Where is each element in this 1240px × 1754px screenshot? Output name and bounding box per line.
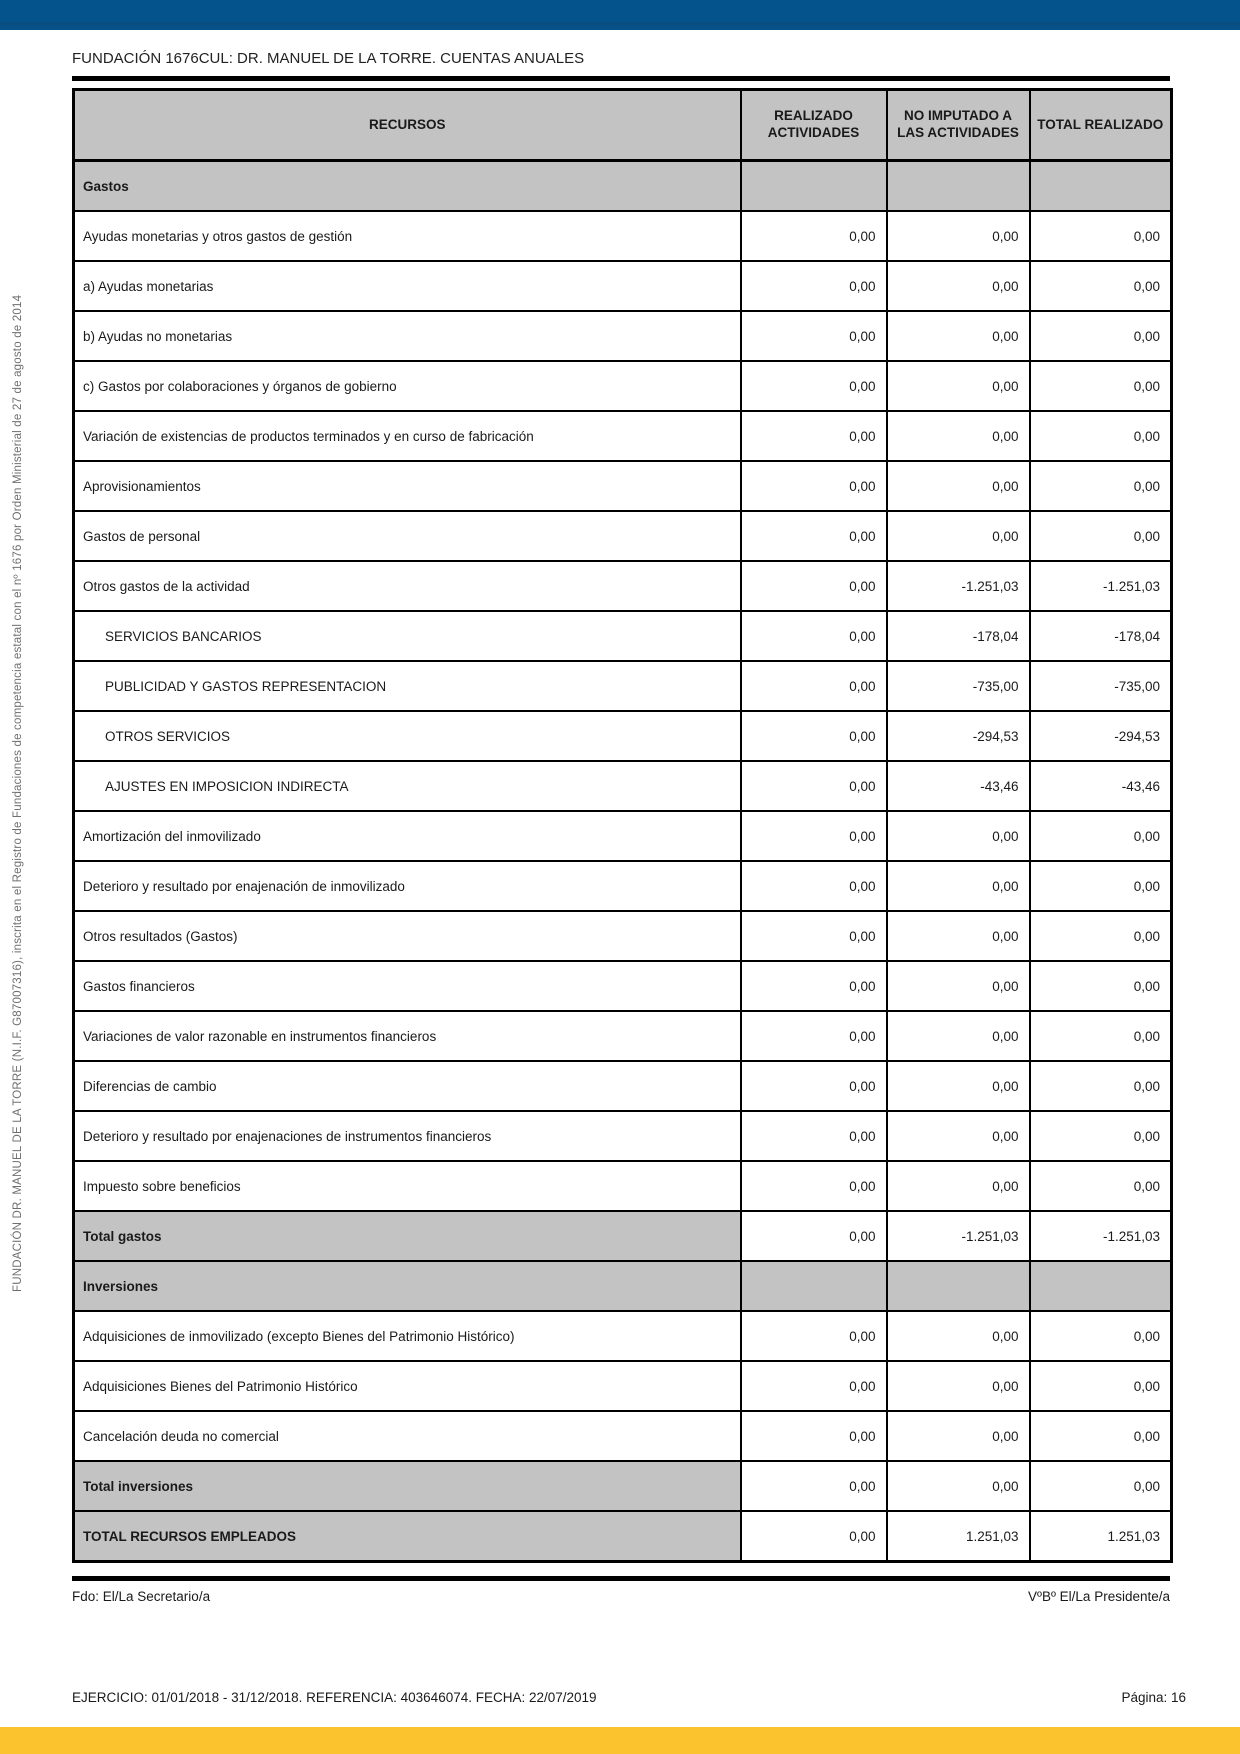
row-value-no-imputado: 0,00 [887, 811, 1030, 861]
row-label: Total inversiones [74, 1461, 741, 1511]
table-row [74, 411, 1172, 461]
row-value-realizado: 0,00 [741, 1211, 887, 1261]
row-value-no-imputado: -294,53 [887, 711, 1030, 761]
table-row [74, 1361, 1172, 1411]
footer-row [72, 1690, 1186, 1705]
table-row [74, 161, 1172, 212]
row-value-total: -1.251,03 [1030, 561, 1172, 611]
column-header-total-realizado: TOTAL REALIZADO [1030, 90, 1172, 161]
row-label: Deterioro y resultado por enajenación de inmovilizado [74, 861, 741, 911]
row-label: Variaciones de valor razonable en instrumentos financieros [74, 1011, 741, 1061]
row-value-total: -43,46 [1030, 761, 1172, 811]
row-value-realizado: 0,00 [741, 861, 887, 911]
row-label: AJUSTES EN IMPOSICION INDIRECTA [74, 761, 741, 811]
table-row [74, 511, 1172, 561]
row-value-realizado: 0,00 [741, 461, 887, 511]
row-value-no-imputado [887, 1261, 1030, 1311]
table-row [74, 561, 1172, 611]
row-value-no-imputado: 0,00 [887, 1011, 1030, 1061]
table-row [74, 311, 1172, 361]
table-row [74, 961, 1172, 1011]
row-value-total: -178,04 [1030, 611, 1172, 661]
row-value-no-imputado: 0,00 [887, 1061, 1030, 1111]
row-value-total: 0,00 [1030, 1061, 1172, 1111]
row-value-total [1030, 1261, 1172, 1311]
row-value-realizado: 0,00 [741, 711, 887, 761]
row-value-total: -294,53 [1030, 711, 1172, 761]
row-label: b) Ayudas no monetarias [74, 311, 741, 361]
column-header-no-imputado: NO IMPUTADO A LAS ACTIVIDADES [887, 90, 1030, 161]
row-value-total: 0,00 [1030, 961, 1172, 1011]
row-label: Impuesto sobre beneficios [74, 1161, 741, 1211]
column-header-realizado-actividades: REALIZADO ACTIVIDADES [741, 90, 887, 161]
row-label: Amortización del inmovilizado [74, 811, 741, 861]
table-row [74, 1261, 1172, 1311]
row-value-no-imputado: 0,00 [887, 1111, 1030, 1161]
row-value-realizado: 0,00 [741, 261, 887, 311]
row-value-no-imputado: -178,04 [887, 611, 1030, 661]
row-value-no-imputado: 0,00 [887, 1461, 1030, 1511]
row-label: PUBLICIDAD Y GASTOS REPRESENTACION [74, 661, 741, 711]
row-value-realizado: 0,00 [741, 761, 887, 811]
row-label: Adquisiciones Bienes del Patrimonio Histórico [74, 1361, 741, 1411]
row-value-no-imputado: -1.251,03 [887, 1211, 1030, 1261]
row-value-realizado: 0,00 [741, 1011, 887, 1061]
row-value-realizado [741, 1261, 887, 1311]
row-label: Diferencias de cambio [74, 1061, 741, 1111]
row-value-realizado: 0,00 [741, 1511, 887, 1562]
row-label: Total gastos [74, 1211, 741, 1261]
column-header-recursos: RECURSOS [74, 90, 741, 161]
row-value-total: 0,00 [1030, 511, 1172, 561]
row-label: Otros gastos de la actividad [74, 561, 741, 611]
footer-exercise-reference: EJERCICIO: 01/01/2018 - 31/12/2018. REFERENCIA: 403646074. FECHA: 22/07/2019 [72, 1690, 597, 1705]
row-label: Aprovisionamientos [74, 461, 741, 511]
row-value-realizado: 0,00 [741, 561, 887, 611]
row-value-total: 0,00 [1030, 1111, 1172, 1161]
row-value-realizado: 0,00 [741, 311, 887, 361]
row-value-no-imputado: 0,00 [887, 261, 1030, 311]
row-value-no-imputado: 0,00 [887, 361, 1030, 411]
row-value-no-imputado: 0,00 [887, 211, 1030, 261]
document-page [72, 30, 1170, 1563]
bottom-yellow-bar [0, 1727, 1240, 1754]
row-value-realizado: 0,00 [741, 1161, 887, 1211]
row-value-no-imputado: -43,46 [887, 761, 1030, 811]
row-value-no-imputado: 0,00 [887, 1411, 1030, 1461]
table-row [74, 211, 1172, 261]
table-row [74, 1211, 1172, 1261]
row-value-total: 0,00 [1030, 211, 1172, 261]
row-label: Adquisiciones de inmovilizado (excepto Bienes del Patrimonio Histórico) [74, 1311, 741, 1361]
row-label: Gastos financieros [74, 961, 741, 1011]
row-value-no-imputado: 0,00 [887, 311, 1030, 361]
page-title: FUNDACIÓN 1676CUL: DR. MANUEL DE LA TORRE. CUENTAS ANUALES [72, 50, 585, 67]
row-value-no-imputado: -1.251,03 [887, 561, 1030, 611]
row-value-total: 0,00 [1030, 861, 1172, 911]
table-row [74, 461, 1172, 511]
row-value-realizado: 0,00 [741, 1061, 887, 1111]
row-value-total: -735,00 [1030, 661, 1172, 711]
row-value-no-imputado: 0,00 [887, 861, 1030, 911]
row-value-no-imputado: 0,00 [887, 511, 1030, 561]
row-value-no-imputado: 0,00 [887, 961, 1030, 1011]
table-row [74, 911, 1172, 961]
row-label: Inversiones [74, 1261, 741, 1311]
row-value-total: 0,00 [1030, 261, 1172, 311]
table-row [74, 1461, 1172, 1511]
row-label: OTROS SERVICIOS [74, 711, 741, 761]
table-row [74, 261, 1172, 311]
title-divider [72, 76, 1170, 81]
row-value-total: 0,00 [1030, 1461, 1172, 1511]
row-value-no-imputado: 1.251,03 [887, 1511, 1030, 1562]
row-value-no-imputado: 0,00 [887, 1161, 1030, 1211]
recursos-table [72, 88, 1173, 1563]
table-row [74, 1161, 1172, 1211]
row-value-total: 0,00 [1030, 411, 1172, 461]
row-value-realizado: 0,00 [741, 961, 887, 1011]
row-value-no-imputado: -735,00 [887, 661, 1030, 711]
row-label: a) Ayudas monetarias [74, 261, 741, 311]
row-label: Otros resultados (Gastos) [74, 911, 741, 961]
table-row [74, 1511, 1172, 1562]
recursos-table-body [74, 161, 1172, 1562]
table-row [74, 361, 1172, 411]
row-value-realizado: 0,00 [741, 1411, 887, 1461]
row-value-realizado: 0,00 [741, 661, 887, 711]
row-label: SERVICIOS BANCARIOS [74, 611, 741, 661]
table-row [74, 1311, 1172, 1361]
row-label: Cancelación deuda no comercial [74, 1411, 741, 1461]
row-value-total: 0,00 [1030, 911, 1172, 961]
row-label: Gastos de personal [74, 511, 741, 561]
row-value-total: 0,00 [1030, 1311, 1172, 1361]
table-row [74, 711, 1172, 761]
row-value-realizado: 0,00 [741, 911, 887, 961]
row-value-realizado [741, 161, 887, 212]
row-value-realizado: 0,00 [741, 211, 887, 261]
row-value-realizado: 0,00 [741, 811, 887, 861]
row-value-realizado: 0,00 [741, 1311, 887, 1361]
row-value-realizado: 0,00 [741, 361, 887, 411]
row-value-total [1030, 161, 1172, 212]
row-value-no-imputado [887, 161, 1030, 212]
row-value-total: 1.251,03 [1030, 1511, 1172, 1562]
table-row [74, 761, 1172, 811]
side-registration-note: FUNDACIÓN DR. MANUEL DE LA TORRE (N.I.F. G87007316), inscrita en el Registro de Fundaciones de competencia estatal con el nº 1676 por Orden Ministerial de 27 de agosto de 2014 [12, 294, 24, 1292]
row-value-no-imputado: 0,00 [887, 461, 1030, 511]
row-value-total: 0,00 [1030, 811, 1172, 861]
row-label: Deterioro y resultado por enajenaciones de instrumentos financieros [74, 1111, 741, 1161]
signature-row [72, 1589, 1170, 1604]
table-row [74, 811, 1172, 861]
row-label: Ayudas monetarias y otros gastos de gestión [74, 211, 741, 261]
row-label: Gastos [74, 161, 741, 212]
row-value-total: 0,00 [1030, 1011, 1172, 1061]
row-value-realizado: 0,00 [741, 411, 887, 461]
table-row [74, 611, 1172, 661]
row-value-no-imputado: 0,00 [887, 911, 1030, 961]
signature-divider [72, 1576, 1170, 1581]
row-value-no-imputado: 0,00 [887, 411, 1030, 461]
row-value-total: -1.251,03 [1030, 1211, 1172, 1261]
table-row [74, 1111, 1172, 1161]
row-value-realizado: 0,00 [741, 1111, 887, 1161]
row-label: c) Gastos por colaboraciones y órganos de gobierno [74, 361, 741, 411]
row-value-no-imputado: 0,00 [887, 1361, 1030, 1411]
table-row [74, 1011, 1172, 1061]
signature-secretary-label: Fdo: El/La Secretario/a [72, 1589, 211, 1604]
signature-president-label: VºBº El/La Presidente/a [1028, 1589, 1170, 1604]
row-value-no-imputado: 0,00 [887, 1311, 1030, 1361]
row-value-total: 0,00 [1030, 1161, 1172, 1211]
row-value-total: 0,00 [1030, 311, 1172, 361]
row-value-realizado: 0,00 [741, 611, 887, 661]
row-label: Variación de existencias de productos terminados y en curso de fabricación [74, 411, 741, 461]
row-label: TOTAL RECURSOS EMPLEADOS [74, 1511, 741, 1562]
top-blue-bar [0, 0, 1240, 30]
row-value-total: 0,00 [1030, 361, 1172, 411]
table-row [74, 661, 1172, 711]
table-row [74, 1061, 1172, 1111]
table-row [74, 1411, 1172, 1461]
row-value-realizado: 0,00 [741, 1361, 887, 1411]
row-value-total: 0,00 [1030, 1361, 1172, 1411]
row-value-total: 0,00 [1030, 1411, 1172, 1461]
row-value-realizado: 0,00 [741, 511, 887, 561]
row-value-realizado: 0,00 [741, 1461, 887, 1511]
footer-page-number: Página: 16 [1121, 1690, 1186, 1705]
recursos-table-header [74, 90, 1172, 161]
row-value-total: 0,00 [1030, 461, 1172, 511]
table-row [74, 861, 1172, 911]
